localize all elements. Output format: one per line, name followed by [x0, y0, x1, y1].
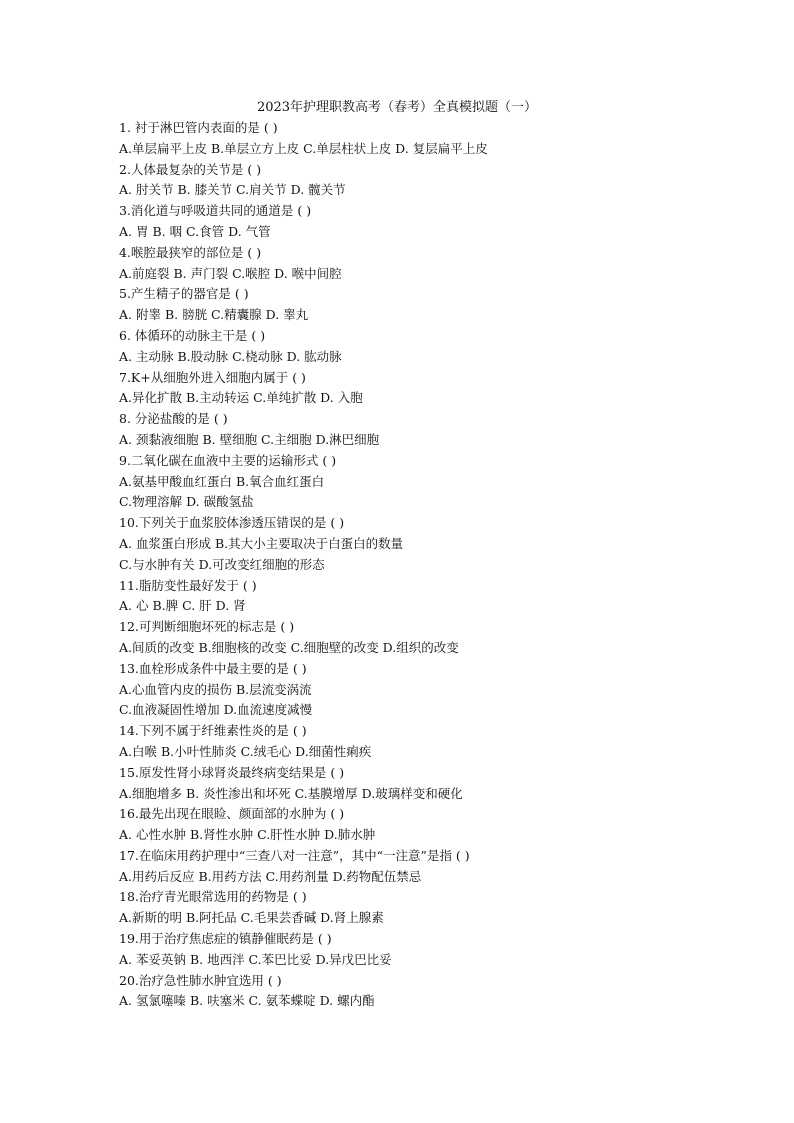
option-line: A.心血管内皮的损伤 B.层流变涡流: [119, 681, 312, 697]
question-line: 5.产生精子的器官是 ( ): [119, 286, 249, 302]
option-line: A.异化扩散 B.主动转运 C.单纯扩散 D. 入胞: [119, 390, 363, 406]
question-line: 19.用于治疗焦虑症的镇静催眠药是 ( ): [119, 931, 332, 947]
question-line: 20.治疗急性肺水肿宜选用 ( ): [119, 972, 282, 988]
question-line: 8. 分泌盐酸的是 ( ): [119, 411, 228, 427]
option-line: C.与水肿有关 D.可改变红细胞的形态: [119, 556, 325, 572]
option-line: A. 胃 B. 咽 C.食管 D. 气管: [119, 223, 271, 239]
question-line: 15.原发性肾小球肾炎最终病变结果是 ( ): [119, 764, 345, 780]
question-line: 9.二氧化碳在血液中主要的运输形式 ( ): [119, 452, 337, 468]
option-line: A. 苯妥英钠 B. 地西泮 C.苯巴比妥 D.异戊巴比妥: [119, 951, 392, 967]
option-line: A. 心 B.脾 C. 肝 D. 肾: [119, 598, 246, 614]
option-line: C.血液凝固性增加 D.血流速度减慢: [119, 702, 313, 718]
option-line: A.新斯的明 B.阿托品 C.毛果芸香碱 D.肾上腺素: [119, 910, 384, 926]
question-line: 17.在临床用药护理中“三查八对一注意”，其中“一注意”是指 ( ): [119, 847, 470, 863]
option-line: A.前庭裂 B. 声门裂 C.喉腔 D. 喉中间腔: [119, 265, 342, 281]
question-line: 2.人体最复杂的关节是 ( ): [119, 161, 262, 177]
option-line: A.用药后反应 B.用药方法 C.用药剂量 D.药物配伍禁忌: [119, 868, 422, 884]
document-title: 2023年护理职教高考（春考）全真模拟题（一）: [256, 100, 538, 115]
option-line: A.间质的改变 B.细胞核的改变 C.细胞壁的改变 D.组织的改变: [119, 639, 459, 655]
option-line: C.物理溶解 D. 碳酸氢盐: [119, 494, 254, 510]
question-line: 18.治疗青光眼常选用的药物是 ( ): [119, 889, 307, 905]
option-line: A. 肘关节 B. 膝关节 C.肩关节 D. 髋关节: [119, 182, 346, 198]
option-line: A.单层扁平上皮 B.单层立方上皮 C.单层柱状上皮 D. 复层扁平上皮: [119, 140, 488, 156]
question-line: 7.K+从细胞外进入细胞内属于 ( ): [119, 369, 306, 385]
option-line: A. 氢氯噻嗪 B. 呋塞米 C. 氨苯蝶啶 D. 螺内酯: [119, 993, 375, 1009]
option-line: A. 心性水肿 B.肾性水肿 C.肝性水肿 D.肺水肿: [119, 827, 376, 843]
option-line: A.细胞增多 B. 炎性渗出和坏死 C.基膜增厚 D.玻璃样变和硬化: [119, 785, 463, 801]
question-line: 10.下列关于血浆胶体渗透压错误的是 ( ): [119, 515, 345, 531]
question-line: 16.最先出现在眼睑、颜面部的水肿为 ( ): [119, 806, 345, 822]
question-line: 13.血栓形成条件中最主要的是 ( ): [119, 660, 307, 676]
option-line: A. 血浆蛋白形成 B.其大小主要取决于白蛋白的数量: [119, 535, 404, 551]
option-line: A. 附睾 B. 膀胱 C.精囊腺 D. 睾丸: [119, 307, 309, 323]
option-line: A.氨基甲酸血红蛋白 B.氧合血红蛋白: [119, 473, 325, 489]
option-line: A.白喉 B.小叶性肺炎 C.绒毛心 D.细菌性痢疾: [119, 743, 372, 759]
question-line: 6. 体循环的动脉主干是 ( ): [119, 327, 266, 343]
document-body: [119, 118, 759, 1012]
question-line: 14.下列不属于纤维素性炎的是 ( ): [119, 723, 307, 739]
question-line: 11.脂肪变性最好发于 ( ): [119, 577, 257, 593]
option-line: A. 主动脉 B.股动脉 C.桡动脉 D. 肱动脉: [119, 348, 342, 364]
question-line: 4.喉腔最狭窄的部位是 ( ): [119, 244, 262, 260]
question-line: 12.可判断细胞坏死的标志是 ( ): [119, 619, 295, 635]
option-line: A. 颈黏液细胞 B. 壁细胞 C.主细胞 D.淋巴细胞: [119, 431, 380, 447]
question-line: 1. 衬于淋巴管内表面的是 ( ): [119, 120, 278, 135]
question-line: 3.消化道与呼吸道共同的通道是 ( ): [119, 203, 312, 219]
